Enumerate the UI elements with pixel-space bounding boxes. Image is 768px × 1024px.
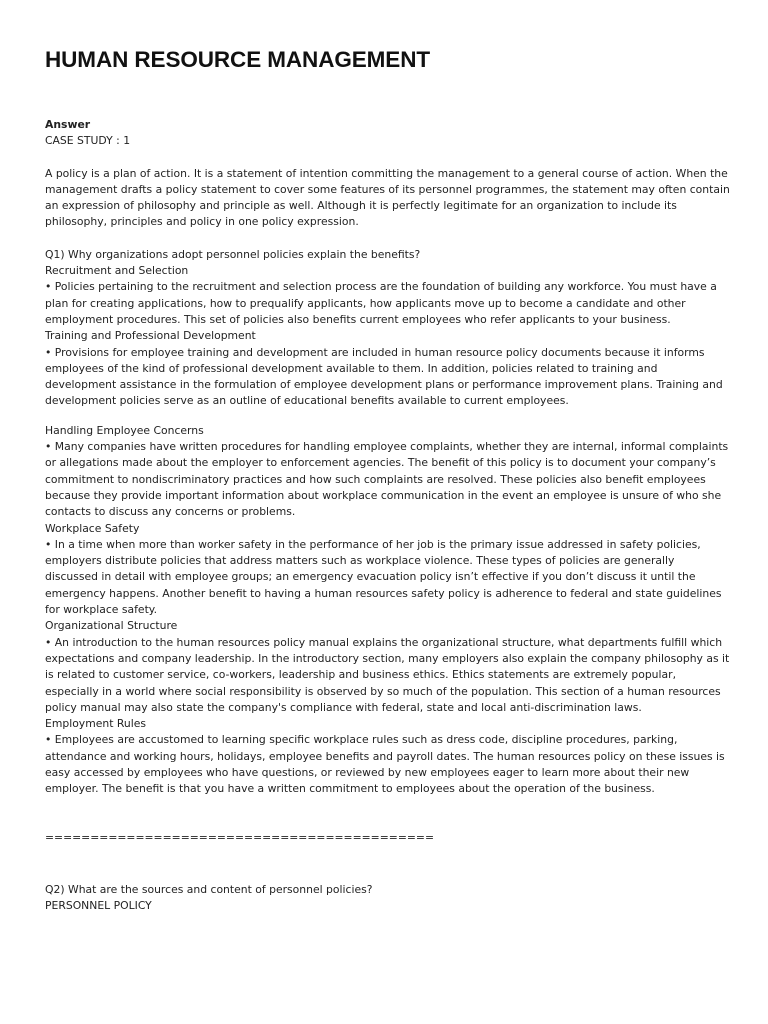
question-2: Q2) What are the sources and content of personnel policies? bbox=[45, 882, 373, 896]
section-bullet-concerns: • Many companies have written procedures for handling employee complaints, whether they are internal, informal complaints or allegations made about the employer to enforcement agencies. The benefit of this policy is to document your company’s commitment to nondiscriminatory practices and how such complaints are resolved. These policies also benefit employees because they provide important information about workplace communication in the event an employee is unsure of who she contacts to discuss any concerns or problems. bbox=[45, 440, 729, 519]
document-page bbox=[45, 0, 730, 914]
section-bullet-structure: • An introduction to the human resources policy manual explains the organizational structure, what departments fulfill which expectations and company leadership. In the introductory section, many employers also explain the company philosophy as it is related to customer service, co-workers, leadership and business ethics. Ethics statements are extremely popular, especially in a world where social responsibility is observed by so much of the population. This section of a human resources policy manual may also state the company's compliance with federal, state and local anti-discrimination laws. bbox=[45, 635, 730, 714]
section-bullet-recruitment: • Policies pertaining to the recruitment and selection process are the foundation of building any workforce. You must have a plan for creating applications, how to prequalify applicants, how applicants move up to become a candidate and other employment procedures. This set of policies also benefits current employees who refer applicants to your business. bbox=[45, 280, 717, 326]
separator-line: =========================================== bbox=[45, 830, 435, 844]
answer-heading: Answer bbox=[45, 118, 91, 131]
personnel-policy-heading: PERSONNEL POLICY bbox=[45, 899, 152, 913]
section-heading-rules: Employment Rules bbox=[45, 717, 146, 731]
section-bullet-rules: • Employees are accustomed to learning specific workplace rules such as dress code, discipline procedures, parking, attendance and working hours, holidays, employee benefits and payroll dates. The human resources policy on these issues is easy accessed by employees who have questions, or reviewed by new employees eager to learn more about their new employer. The benefit is that you have a written commitment to employees about the operation of the business. bbox=[45, 733, 725, 796]
document-body bbox=[45, 117, 730, 914]
document-title: HUMAN RESOURCE MANAGEMENT bbox=[45, 47, 430, 72]
case-study-label: CASE STUDY : 1 bbox=[45, 134, 131, 148]
question-1: Q1) Why organizations adopt personnel policies explain the benefits? bbox=[45, 247, 421, 261]
section-bullet-training: • Provisions for employee training and development are included in human resource policy documents because it informs employees of the kind of professional development available to them. In addition, policies related to training and development assistance in the formulation of employee development plans or performance improvement plans. Training and development policies serve as an outline of educational benefits available to current employees. bbox=[45, 345, 723, 408]
section-heading-training: Training and Professional Development bbox=[45, 329, 256, 343]
intro-paragraph: A policy is a plan of action. It is a statement of intention committing the management to a general course of action. When the management drafts a policy statement to cover some features of its personnel programmes, the statement may often contain an expression of philosophy and principle as well. Although it is perfectly legitimate for an organization to include its philosophy, principles and policy in one policy expression. bbox=[45, 166, 730, 229]
section-heading-recruitment: Recruitment and Selection bbox=[45, 264, 189, 278]
section-heading-structure: Organizational Structure bbox=[45, 619, 178, 633]
section-bullet-safety: • In a time when more than worker safety in the performance of her job is the primary issue addressed in safety policies, employers distribute policies that address matters such as workplace violence. These types of policies are generally discussed in detail with employee groups; an emergency evacuation policy isn’t effective if you don’t discuss it until the emergency happens. Another benefit to having a human resources safety policy is adherence to federal and state guidelines for workplace safety. bbox=[45, 537, 722, 617]
section-heading-safety: Workplace Safety bbox=[45, 521, 140, 535]
section-heading-concerns: Handling Employee Concerns bbox=[45, 423, 204, 437]
